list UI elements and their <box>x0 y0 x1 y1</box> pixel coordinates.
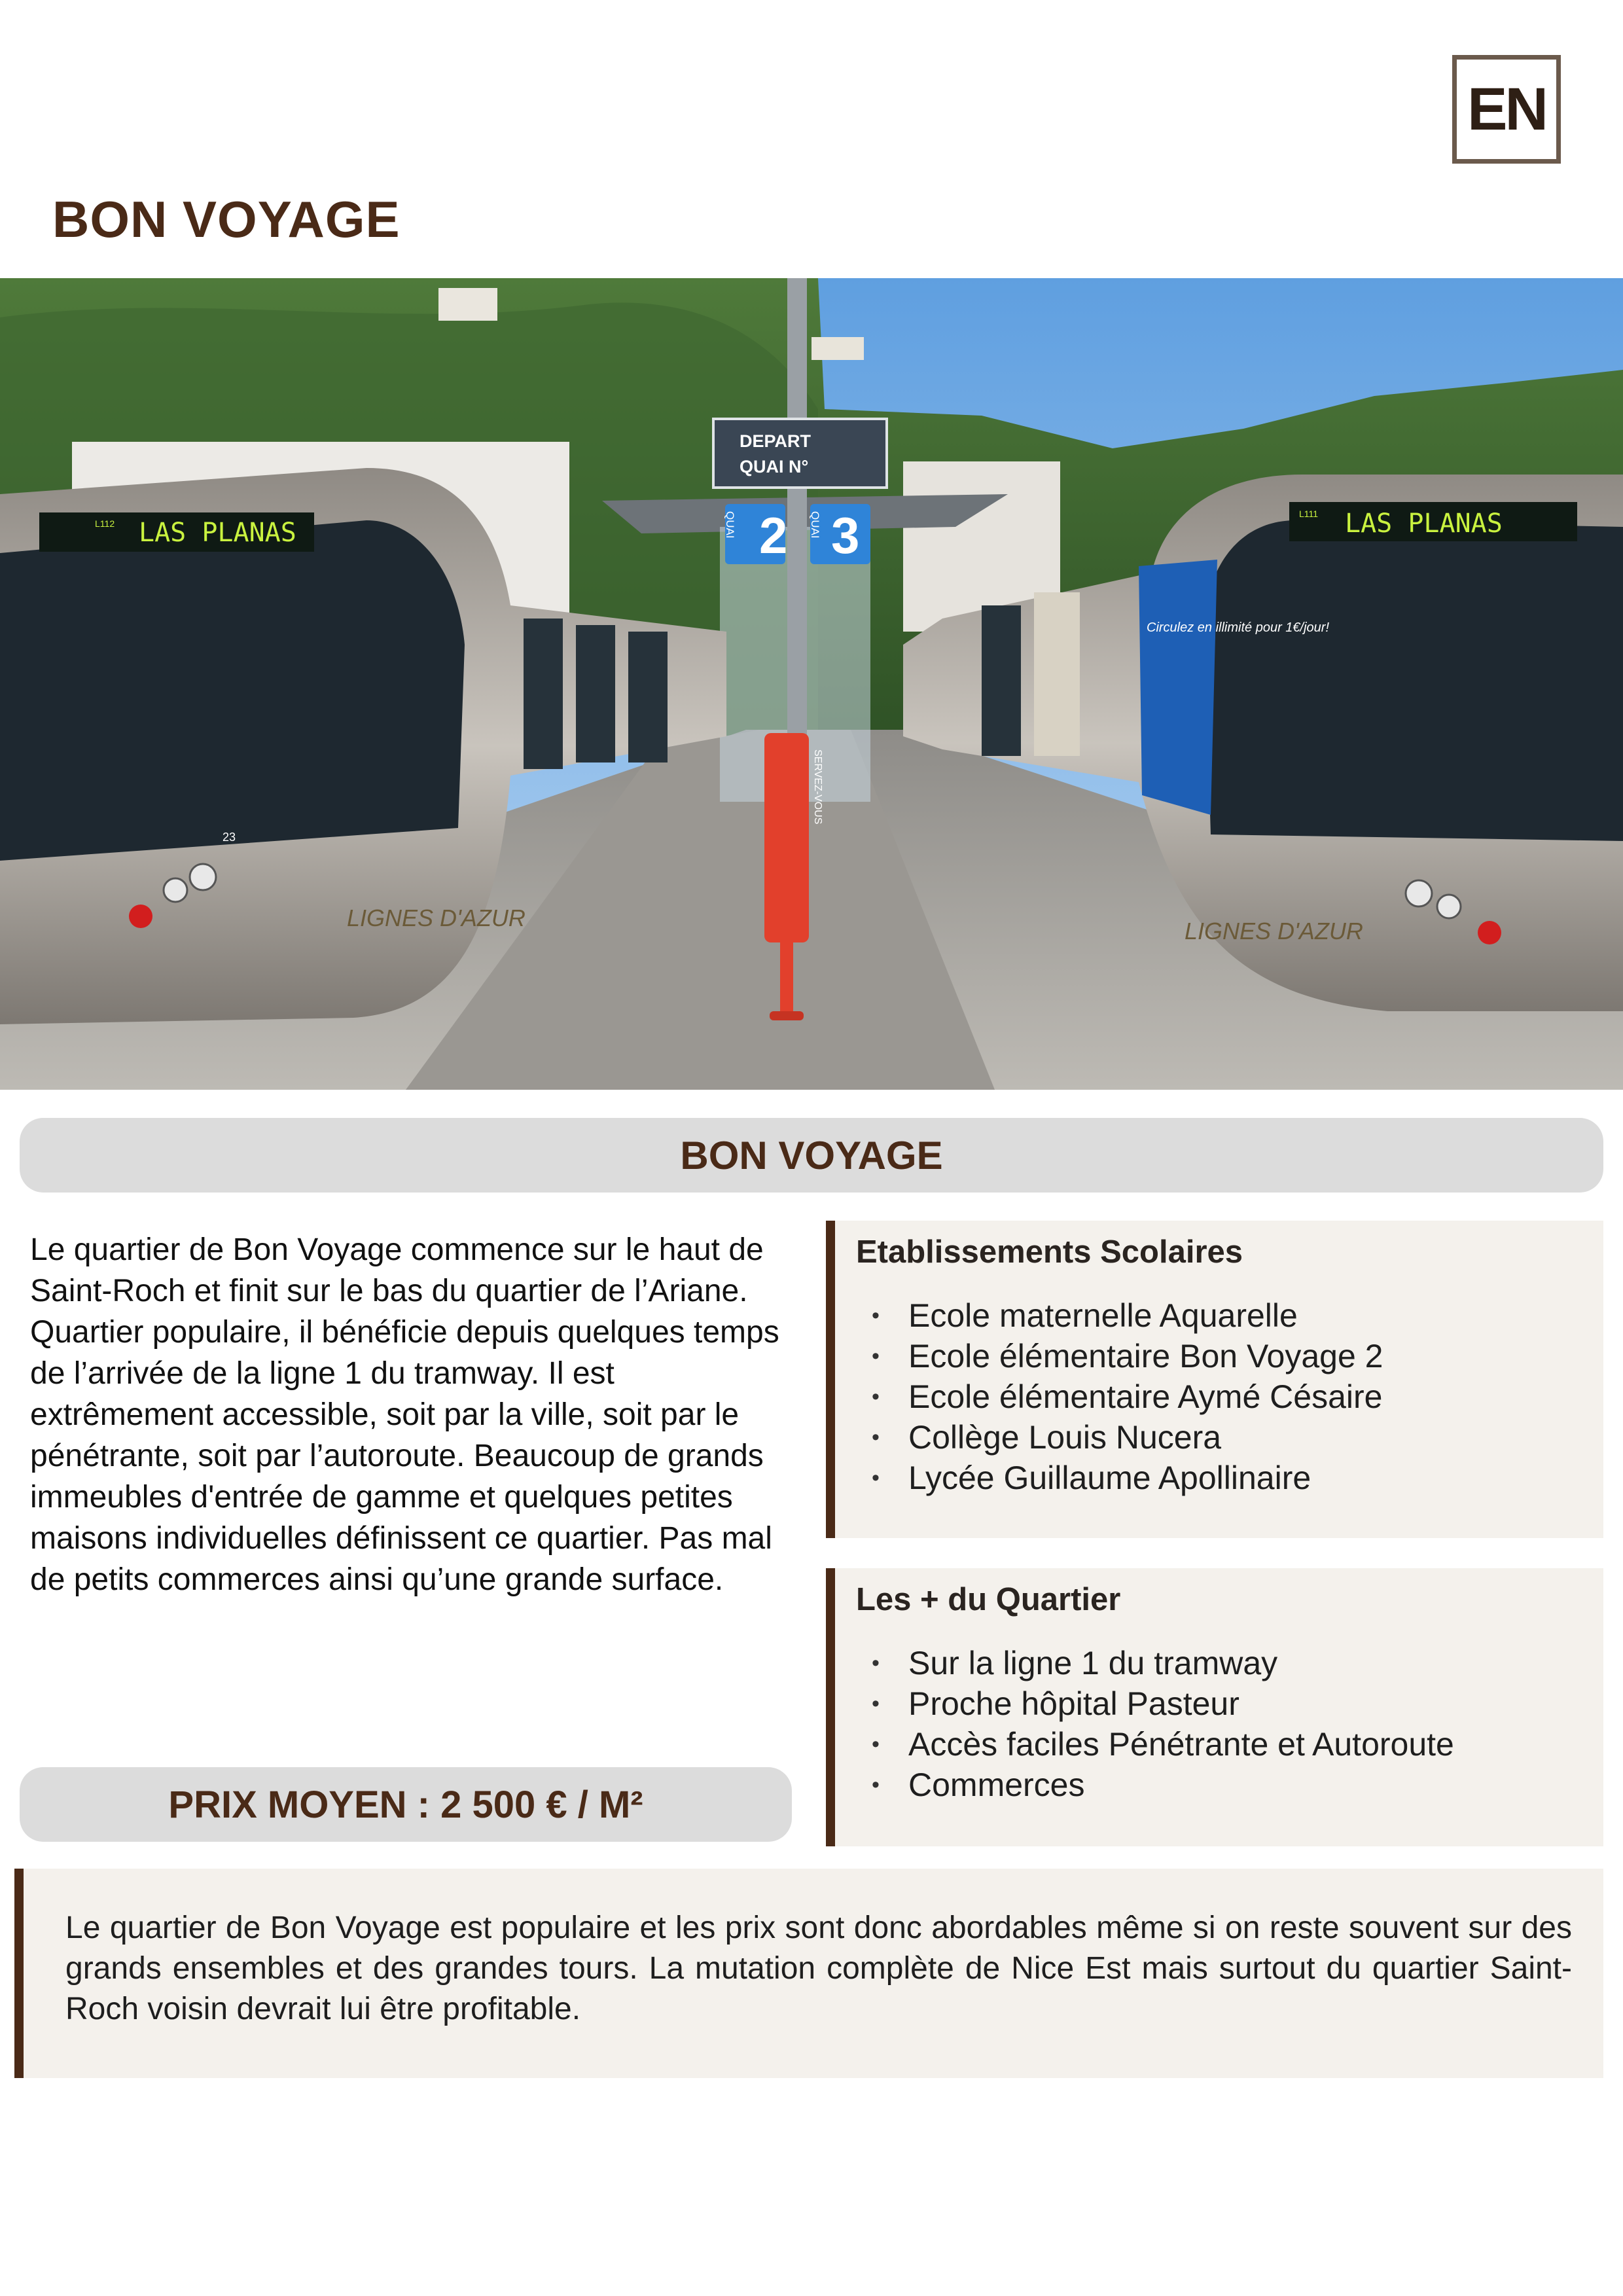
list-item: • Ecole maternelle Aquarelle <box>856 1295 1603 1336</box>
bollard-label: SERVEZ-VOUS <box>812 749 823 825</box>
schools-box <box>826 1221 1603 1538</box>
left-tram-brand: LIGNES D'AZUR <box>347 905 526 931</box>
list-item: • Ecole élémentaire Bon Voyage 2 <box>856 1336 1603 1376</box>
highlights-title: Les + du Quartier <box>856 1582 1121 1617</box>
quai-left-label: QUAI <box>724 511 736 539</box>
list-item: • Lycée Guillaume Apollinaire <box>856 1458 1603 1498</box>
left-tram-destination: LAS PLANAS <box>139 518 296 548</box>
list-item: • Collège Louis Nucera <box>856 1417 1603 1458</box>
list-item: • Commerces <box>856 1765 1603 1805</box>
sign-depart-text: DEPART <box>740 431 812 451</box>
average-price-badge: PRIX MOYEN : 2 500 € / M² <box>20 1767 792 1842</box>
intro-paragraph: Le quartier de Bon Voyage commence sur le haut de Saint-Roch et finit sur le bas du quartier de l’Ariane. Quartier populaire, il bénéficie depuis quelques temps de l’arrivée de la ligne 1 du tramway. Il est extrêmement accessible, soit par la ville, soit par le pénétrante, soit par l’autoroute. Beaucoup de grands immeubles d'entrée de gamme et quelques petites maisons individuelles définissent ce quartier. Pas mal de petits commerces ainsi qu’une grande surface. <box>30 1232 779 1597</box>
left-tram-line-code: L112 <box>95 518 115 529</box>
section-banner: BON VOYAGE <box>20 1118 1603 1193</box>
right-tram-line-code: L111 <box>1299 509 1319 519</box>
right-tram-destination: LAS PLANAS <box>1345 509 1503 539</box>
list-item: • Sur la ligne 1 du tramway <box>856 1643 1603 1683</box>
brand-logo: EN <box>1452 55 1561 164</box>
schools-list <box>856 1295 1603 1498</box>
neighborhood-highlights-box <box>826 1568 1603 1846</box>
sign-pole <box>787 278 807 749</box>
page-title: BON VOYAGE <box>52 190 401 248</box>
list-item: • Proche hôpital Pasteur <box>856 1683 1603 1724</box>
depart-sign <box>713 419 887 488</box>
schools-title: Etablissements Scolaires <box>856 1234 1243 1270</box>
summary-box <box>14 1869 1603 2078</box>
quai-right-number: 3 <box>831 507 860 564</box>
list-item: • Ecole élémentaire Aymé Césaire <box>856 1376 1603 1417</box>
right-tram-ad: Circulez en illimité pour 1€/jour! <box>1147 620 1330 635</box>
hillside-house <box>812 337 864 360</box>
left-tram-number: 23 <box>223 831 236 844</box>
hilltop-house <box>438 288 497 321</box>
sign-quai-text: QUAI N° <box>740 457 809 476</box>
right-tram-brand: LIGNES D'AZUR <box>1185 918 1363 944</box>
list-item: • Accès faciles Pénétrante et Autoroute <box>856 1724 1603 1765</box>
quai-left-number: 2 <box>759 507 788 564</box>
summary-text: Le quartier de Bon Voyage est populaire et les prix sont donc abordables même si on reste souvent sur des grands ensembles et des grandes tours. La mutation complète de Nice Est mais surtout du quartier Saint-Roch voisin devrait lui être profitable. <box>65 1910 1572 2026</box>
highlights-list <box>856 1643 1603 1805</box>
quai-right-label: QUAI <box>809 511 821 539</box>
tram-station-photo <box>0 278 1623 1090</box>
